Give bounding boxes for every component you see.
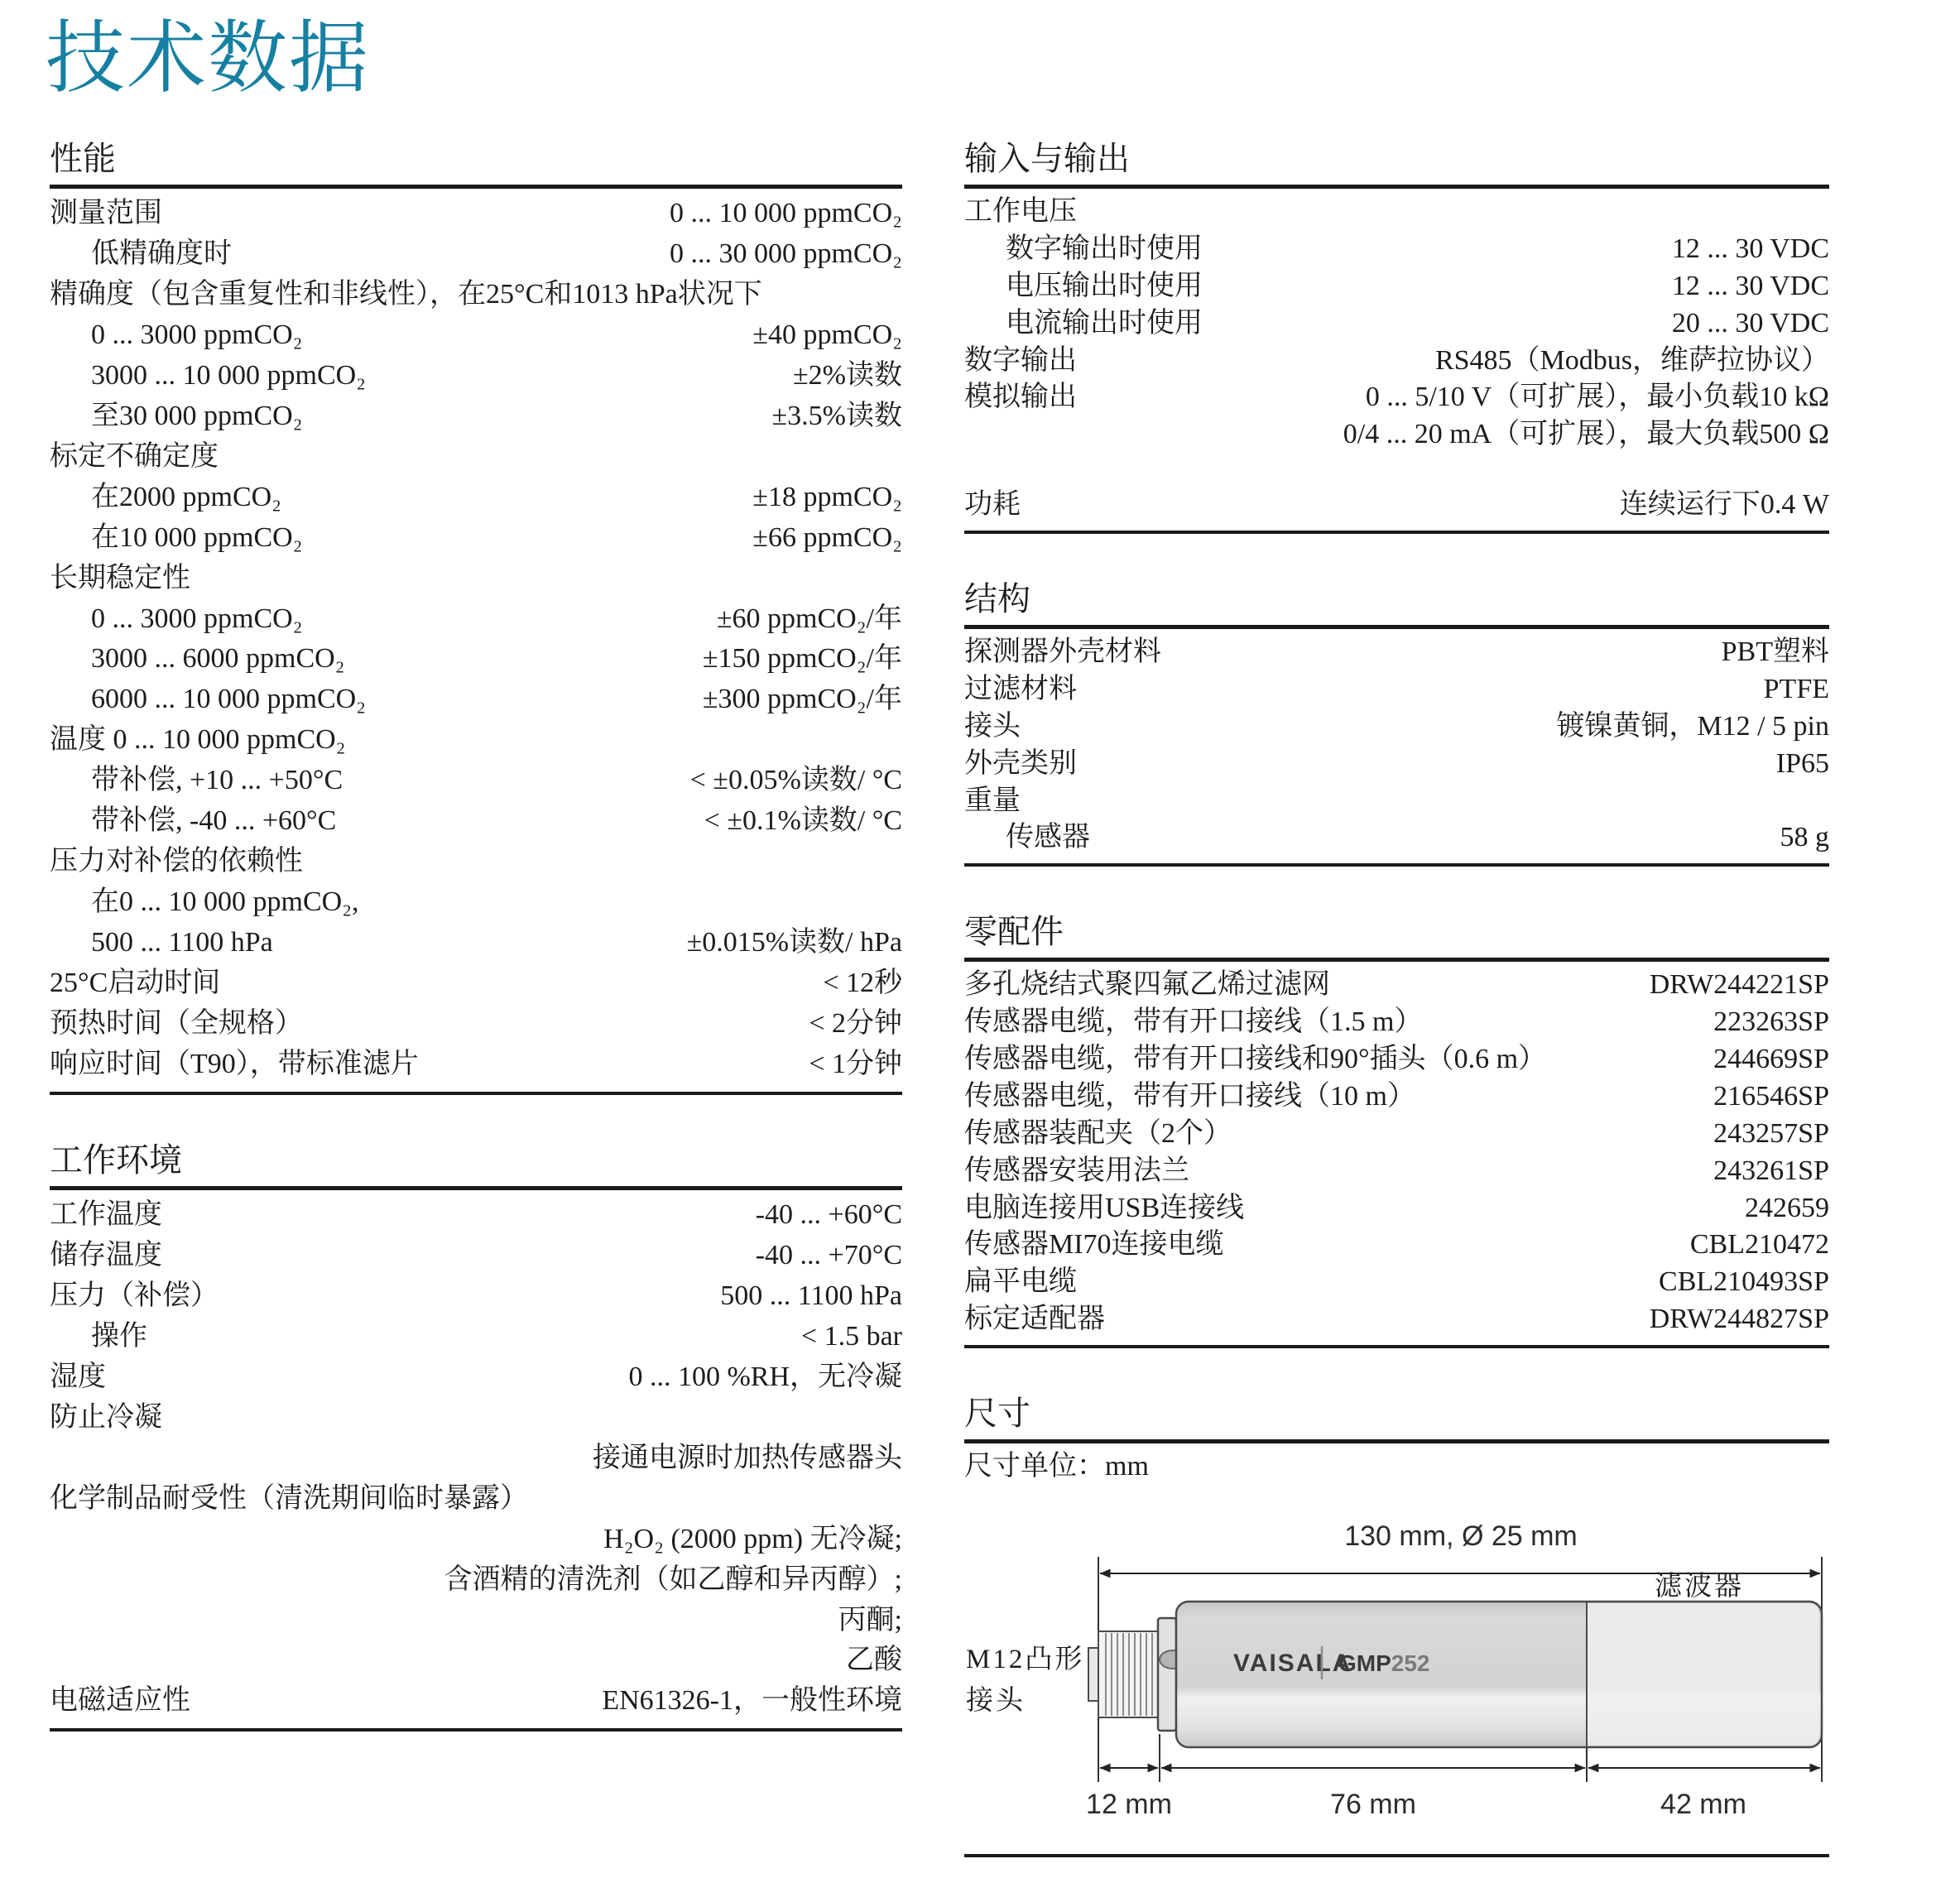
spec-row [50,1357,902,1398]
spec-label: 响应时间（T90），带标准滤片 [50,1049,419,1080]
spec-row [964,231,1829,268]
m12-collar [1158,1618,1176,1731]
spec-row [50,559,902,599]
spec-label: 传感器电缆，带有开口接线（1.5 m） [964,1006,1423,1038]
spec-value: 223263SP [1713,1006,1829,1038]
spec-value: 243257SP [1713,1117,1829,1149]
spec-value: 20 ... 30 VDC [1671,307,1829,339]
spec-row [964,1004,1829,1041]
filter-label: 滤波器 [1655,1571,1744,1602]
spec-row [50,1681,902,1722]
dimension-diagram [964,1509,1829,1838]
spec-label: 功耗 [964,489,1021,521]
spec-row [50,396,902,437]
spec-label: 储存温度 [50,1239,162,1270]
spec-row [964,746,1829,783]
spec-row [964,1448,1829,1486]
spec-value: ±0.015%读数/ hPa [686,927,902,958]
spec-row [50,639,902,680]
spec-row [964,1041,1829,1078]
spec-row [50,234,902,275]
spec-value: 0 ... 30 000 ppmCO₂ [669,238,902,269]
sensor-filter-section [1587,1603,1819,1746]
m12-connector-label-line2: 接头 [966,1685,1026,1716]
spec-row [50,437,902,478]
spec-row [50,882,902,923]
spec-label: 接头 [964,710,1021,742]
spec-value: PTFE [1763,673,1829,704]
spec-label: 500 ... 1100 hPa [91,927,273,958]
spec-label: 测量范围 [50,198,162,228]
spec-value: ±300 ppmCO₂/年 [702,684,902,715]
spec-value: DRW244827SP [1649,1304,1829,1335]
left-column [50,139,902,1732]
spec-label: 防止冷凝 [50,1401,162,1433]
spec-label: 压力对补偿的依赖性 [50,846,303,877]
spec-row [964,194,1829,231]
spec-row [50,599,902,640]
dim-42mm-label: 42 mm [1660,1788,1746,1820]
spec-value: EN61326-1，一般性环境 [602,1685,902,1717]
spec-value: 0 ... 100 %RH，无冷凝 [628,1361,902,1392]
section-accessories [964,912,1829,1348]
spec-label: 数字输出时使用 [1006,233,1203,264]
spec-label: 25°C启动时间 [50,968,221,999]
page-title: 技术数据 [46,14,370,103]
spec-label: 标定适配器 [964,1304,1105,1335]
spec-row [50,1045,902,1085]
spec-row [964,671,1829,708]
spec-value: < 12秒 [823,968,902,999]
spec-row [50,1479,902,1520]
spec-label: 6000 ... 10 000 ppmCO₂ [91,684,367,715]
spec-value: ±40 ppmCO₂ [752,319,902,350]
spec-row [50,275,902,315]
spec-row [964,268,1829,305]
spec-label: 数字输出 [964,344,1077,376]
spec-label: 过滤材料 [964,673,1077,704]
spec-row [50,1640,902,1681]
spec-value: < ±0.05%读数/ °C [689,765,902,796]
spec-value: 乙酸 [846,1645,902,1676]
spec-label: 在10 000 ppmCO₂ [91,521,303,553]
spec-row [50,478,902,518]
spec-label: 扁平电缆 [964,1266,1077,1298]
spec-label: 3000 ... 6000 ppmCO₂ [91,643,345,675]
spec-row [50,680,902,720]
spec-row [50,356,902,396]
spec-value: CBL210493SP [1659,1266,1829,1298]
spec-row [50,1236,902,1276]
spec-row [964,1264,1829,1301]
spec-label: 温度 0 ... 10 000 ppmCO₂ [50,724,346,756]
spec-value: < 1.5 bar [800,1320,902,1352]
spec-row [964,1301,1829,1338]
dim-12mm-label: 12 mm [1086,1788,1172,1820]
spec-row [50,1439,902,1479]
spec-row [50,315,902,356]
spec-label: 电压输出时使用 [1006,270,1203,301]
spec-value: ±3.5%读数 [771,400,902,431]
spec-row [50,1004,902,1045]
spec-value: 12 ... 30 VDC [1671,270,1829,301]
right-column [964,139,1829,1857]
model-label-bold: GMP [1338,1650,1391,1676]
spec-label: 工作电压 [964,196,1077,227]
spec-label: 压力（补偿） [50,1280,219,1311]
spec-value: 0 ... 10 000 ppmCO₂ [669,198,902,228]
spec-value: 500 ... 1100 hPa [720,1280,902,1311]
spec-label: 电脑连接用USB连接线 [964,1192,1245,1223]
spec-label: 3000 ... 10 000 ppmCO₂ [91,359,367,391]
spec-row [50,1520,902,1560]
spec-label: 精确度（包含重复性和非线性），在25°C和1013 hPa状况下 [50,278,762,310]
section-inputs-outputs [964,139,1829,534]
spec-label: 外壳类别 [964,747,1077,779]
spec-label: 传感器安装用法兰 [964,1155,1189,1186]
spec-value: 含酒精的清洗剂（如乙醇和异丙醇）; [444,1563,902,1595]
spec-value: 接通电源时加热传感器头 [593,1442,902,1473]
spec-row [964,819,1829,857]
spec-row [964,1153,1829,1190]
dimension-130mm-label: 130 mm, Ø 25 mm [1344,1520,1578,1552]
spec-label: 湿度 [50,1361,106,1392]
spec-row [964,305,1829,343]
m12-thread-tip [1088,1648,1098,1701]
spec-row [964,634,1829,671]
spec-value: DRW244221SP [1649,969,1829,1001]
spec-value: 244669SP [1713,1044,1829,1074]
spec-row [50,194,902,234]
spec-value: H₂O₂ (2000 ppm) 无冷凝; [603,1523,902,1554]
spec-value: 216546SP [1713,1080,1829,1112]
spec-row [50,842,902,882]
spec-row [50,1560,902,1601]
spec-row [50,1398,902,1439]
spec-value: -40 ... +70°C [755,1239,902,1270]
spec-row [50,1601,902,1641]
model-label-number: 252 [1391,1650,1430,1676]
spec-row [964,343,1829,380]
spec-value: < 1分钟 [809,1049,902,1080]
section-title: 尺寸 [964,1394,1829,1443]
spec-value: ±18 ppmCO₂ [752,481,902,512]
spec-row [50,518,902,559]
spec-row [50,720,902,761]
spec-row [964,967,1829,1004]
section-title: 结构 [964,579,1829,629]
spec-label: 标定不确定度 [50,440,219,472]
spec-label: 传感器MI70连接电缆 [964,1229,1224,1261]
spec-value: -40 ... +60°C [755,1198,902,1230]
spec-value: < ±0.1%读数/ °C [704,805,902,837]
spec-value: 0 ... 5/10 V（可扩展），最小负载10 kΩ [1365,382,1829,413]
spec-row [964,1190,1829,1227]
spec-value: 243261SP [1713,1155,1829,1186]
spec-label: 长期稳定性 [50,562,190,593]
spec-value: 242659 [1745,1192,1829,1223]
spec-value: < 2分钟 [809,1008,902,1040]
spec-label: 在2000 ppmCO₂ [91,481,282,512]
spec-row [50,963,902,1004]
dim-76mm-label: 76 mm [1330,1788,1416,1820]
spec-row [964,487,1829,524]
spec-label: 0 ... 3000 ppmCO₂ [91,319,303,350]
spec-label: 探测器外壳材料 [964,636,1161,667]
spec-value: 58 g [1780,822,1829,853]
spec-row [50,1195,902,1236]
section-performance [50,139,902,1095]
spec-label: 传感器 [1006,822,1090,853]
spec-row [964,783,1829,820]
section-mechanics [964,579,1829,867]
spec-label: 0 ... 3000 ppmCO₂ [91,603,303,634]
spec-label: 多孔烧结式聚四氟乙烯过滤网 [964,969,1330,1001]
section-title: 输入与输出 [964,139,1829,189]
spec-row [964,1227,1829,1264]
section-title: 性能 [50,139,902,189]
vaisala-logo: VAISALA [1233,1649,1352,1677]
spec-value: PBT塑料 [1721,636,1829,667]
spec-row [50,761,902,801]
section-dimensions [964,1394,1829,1857]
spec-value: CBL210472 [1689,1229,1829,1261]
spec-row [964,416,1829,454]
spec-row [964,379,1829,416]
spec-label: 传感器装配夹（2个） [964,1117,1232,1149]
spec-label: 带补偿, -40 ... +60°C [91,805,337,837]
spec-value: RS485（Modbus，维萨拉协议） [1434,344,1829,376]
spec-row [50,1317,902,1357]
spec-label: 电磁适应性 [50,1685,190,1717]
spec-label: 模拟输出 [964,382,1077,413]
spec-value: 连续运行下0.4 W [1619,489,1829,521]
m12-connector-label [966,1645,1084,1716]
section-operating-environment [50,1141,902,1732]
spec-label: 尺寸单位：mm [964,1451,1149,1482]
spec-label: 带补偿, +10 ... +50°C [91,765,343,796]
spec-value: ±60 ppmCO₂/年 [716,603,902,634]
spec-row [964,1078,1829,1116]
spec-value: 镀镍黄铜，M12 / 5 pin [1556,710,1829,742]
spec-label: 在0 ... 10 000 ppmCO₂, [91,886,359,918]
m12-connector-label-line1: M12凸形 [966,1644,1085,1674]
dimension-diagram-wrap [964,1509,1829,1842]
spec-label: 传感器电缆，带有开口接线（10 m） [964,1080,1415,1112]
section-title: 零配件 [964,912,1829,962]
spec-value: 丙酮; [838,1604,902,1635]
spec-label: 传感器电缆，带有开口接线和90°插头（0.6 m） [964,1044,1547,1074]
spec-label: 预热时间（全规格） [50,1008,303,1040]
spec-value: IP65 [1775,747,1829,779]
spec-value: ±66 ppmCO₂ [752,521,902,553]
spec-value: ±150 ppmCO₂/年 [702,643,902,675]
spec-label: 工作温度 [50,1198,162,1230]
spec-row [964,708,1829,746]
spec-value: ±2%读数 [793,359,902,391]
spec-row [964,1116,1829,1153]
spec-label: 操作 [91,1320,147,1352]
spec-label: 化学制品耐受性（清洗期间临时暴露） [50,1482,528,1514]
spec-row [50,1276,902,1317]
section-title: 工作环境 [50,1141,902,1190]
spec-label: 至30 000 ppmCO₂ [91,400,303,431]
spec-label: 低精确度时 [91,238,232,269]
spec-label: 重量 [964,785,1021,816]
model-label [1338,1650,1430,1676]
spec-value: 0/4 ... 20 mA（可扩展），最大负载500 Ω [1343,419,1829,450]
spec-value: 12 ... 30 VDC [1671,233,1829,264]
spec-row [50,923,902,963]
spec-row [50,801,902,842]
spec-label: 电流输出时使用 [1006,307,1203,339]
